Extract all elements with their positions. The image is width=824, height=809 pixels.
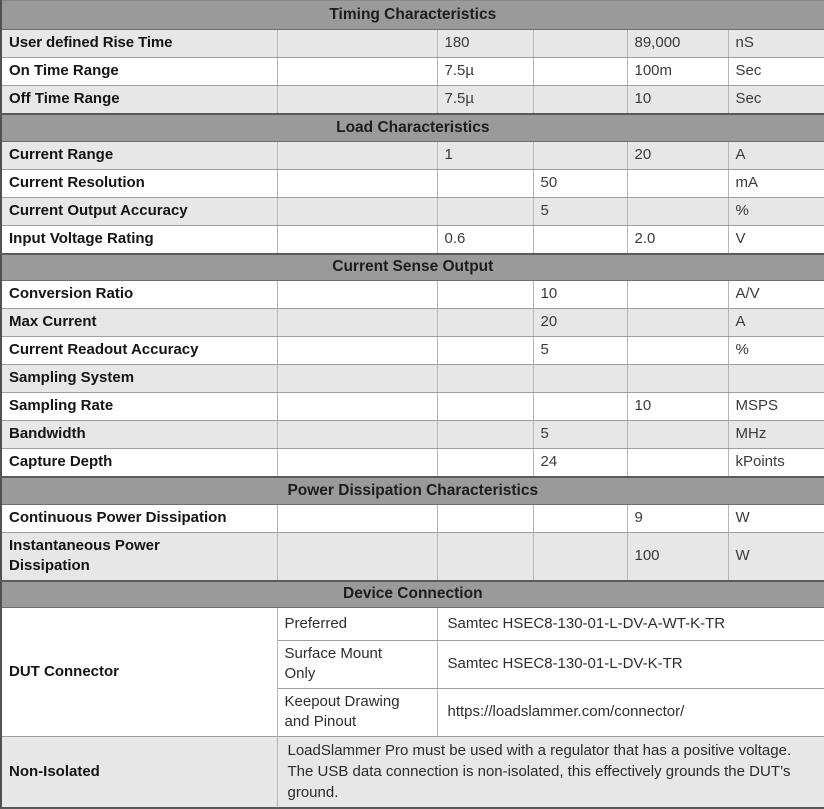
spec-row [1,504,824,532]
spec-row [1,421,824,449]
param-name: Sampling System [1,365,277,393]
param-name: Sampling Rate [1,393,277,421]
param-name: Off Time Range [1,86,277,115]
param-name: Input Voltage Rating [1,225,277,254]
spec-row [1,309,824,337]
section-header-device-connection [1,581,824,608]
param-value: 100m [627,58,728,86]
spec-row [1,58,824,86]
param-value: 24 [533,449,627,478]
param-unit: A/V [728,281,824,309]
spec-row [1,169,824,197]
section-title: Current Sense Output [1,254,824,281]
connector-value: Samtec HSEC8-130-01-L-DV-K-TR [437,641,824,689]
param-name: User defined Rise Time [1,30,277,58]
param-unit: nS [728,30,824,58]
dut-connector-label: DUT Connector [1,608,277,737]
param-unit: A [728,309,824,337]
section-header-current-sense [1,254,824,281]
param-name: Current Output Accuracy [1,197,277,225]
param-name: Instantaneous Power Dissipation [1,532,277,581]
spec-row [1,141,824,169]
param-value: 7.5µ [437,58,533,86]
param-name: Current Resolution [1,169,277,197]
param-value: 5 [533,421,627,449]
spec-row [1,197,824,225]
param-unit: Sec [728,86,824,115]
param-name: Max Current [1,309,277,337]
spec-row [1,337,824,365]
param-unit: MSPS [728,393,824,421]
param-unit: % [728,197,824,225]
param-name: Current Range [1,141,277,169]
spec-row [1,393,824,421]
connector-value: Samtec HSEC8-130-01-L-DV-A-WT-K-TR [437,608,824,641]
spec-row [1,30,824,58]
non-isolated-text: LoadSlammer Pro must be used with a regulator that has a positive voltage. The USB data connection is non-isolated, this effectively grounds the DUT’s ground. [277,737,824,809]
spec-row [1,86,824,115]
param-value: 10 [533,281,627,309]
param-value: 10 [627,86,728,115]
spec-row [1,365,824,393]
param-name: Capture Depth [1,449,277,478]
param-unit: A [728,141,824,169]
param-name: Bandwidth [1,421,277,449]
connector-type: Surface Mount Only [277,641,437,689]
param-name: Continuous Power Dissipation [1,504,277,532]
connector-row [1,608,824,641]
param-value: 20 [533,309,627,337]
section-title: Power Dissipation Characteristics [1,477,824,504]
param-name: Current Readout Accuracy [1,337,277,365]
section-title: Load Characteristics [1,114,824,141]
param-value: 2.0 [627,225,728,254]
section-header-power [1,477,824,504]
param-value: 180 [437,30,533,58]
param-value: 50 [533,169,627,197]
param-name: Conversion Ratio [1,281,277,309]
non-isolated-label: Non-Isolated [1,737,277,809]
param-value: 7.5µ [437,86,533,115]
param-unit: W [728,504,824,532]
param-value: 10 [627,393,728,421]
non-isolated-row [1,737,824,809]
param-value: 89,000 [627,30,728,58]
param-value: 20 [627,141,728,169]
section-title: Device Connection [1,581,824,608]
param-unit: Sec [728,58,824,86]
param-unit: mA [728,169,824,197]
param-unit: % [728,337,824,365]
connector-url: https://loadslammer.com/connector/ [437,689,824,737]
param-unit: kPoints [728,449,824,478]
connector-type: Keepout Drawing and Pinout [277,689,437,737]
spec-row [1,281,824,309]
section-title: Timing Characteristics [1,1,824,30]
spec-row [1,225,824,254]
param-unit: V [728,225,824,254]
param-unit: MHz [728,421,824,449]
section-header-load [1,114,824,141]
connector-type: Preferred [277,608,437,641]
param-value: 5 [533,197,627,225]
param-value: 9 [627,504,728,532]
param-value: 5 [533,337,627,365]
param-name: On Time Range [1,58,277,86]
section-header-timing [1,1,824,30]
param-value: 100 [627,532,728,581]
param-value: 0.6 [437,225,533,254]
spec-row [1,532,824,581]
spec-row [1,449,824,478]
param-unit: W [728,532,824,581]
param-value: 1 [437,141,533,169]
